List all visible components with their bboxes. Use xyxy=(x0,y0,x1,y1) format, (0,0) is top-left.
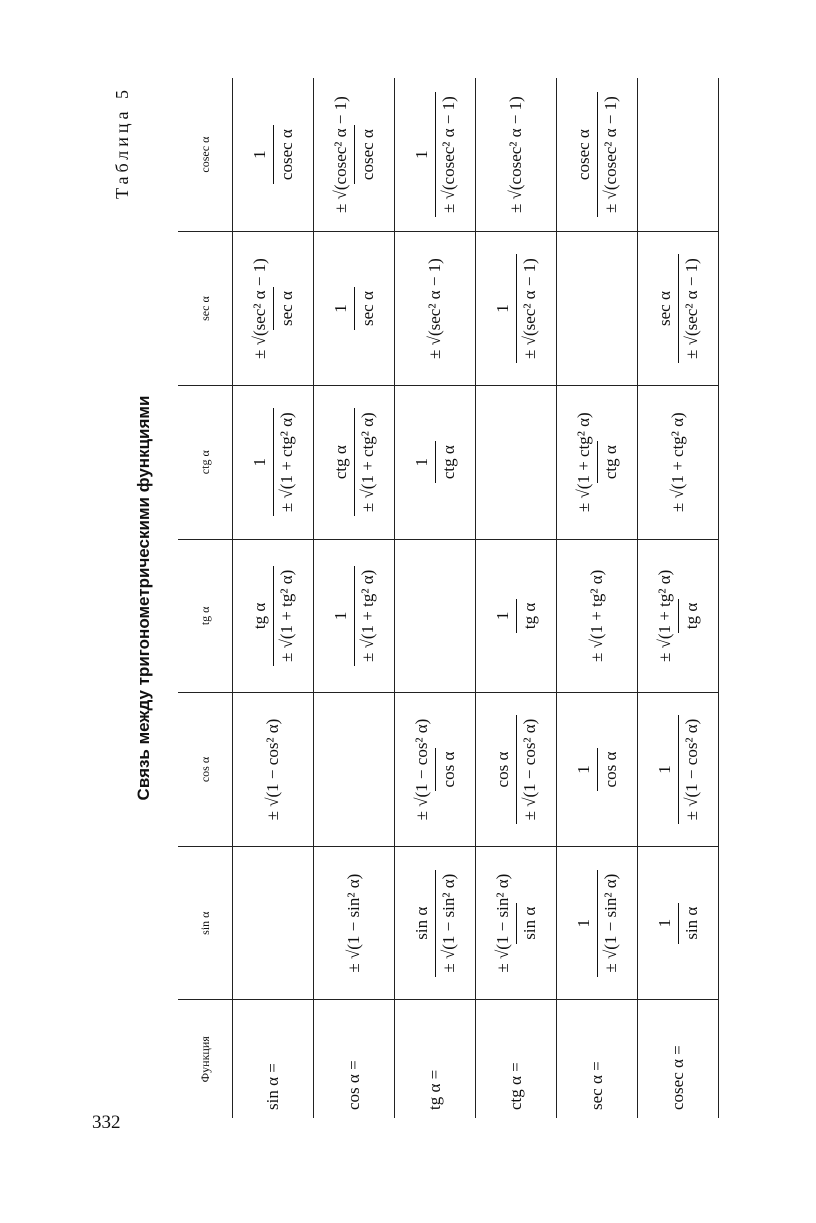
row-label: cosec α = xyxy=(638,1000,719,1118)
formula-cell xyxy=(314,693,395,847)
denominator: ctg α xyxy=(435,441,459,483)
denominator: ctg α xyxy=(597,441,621,483)
formula-cell xyxy=(557,846,638,1000)
table-caption: Таблица 5 xyxy=(112,86,132,199)
formula-cell xyxy=(476,232,557,386)
formula-cell xyxy=(638,232,719,386)
formula-cell xyxy=(395,539,476,693)
formula-cell xyxy=(233,846,314,1000)
denominator: ± √(sec² α − 1) xyxy=(678,254,702,363)
numerator: sin α xyxy=(411,906,431,940)
column-header: ctg α xyxy=(178,385,233,539)
column-header: sin α xyxy=(178,846,233,1000)
row-label: ctg α = xyxy=(476,1000,557,1118)
page-number: 332 xyxy=(92,1112,121,1133)
numerator: tg α xyxy=(249,602,269,630)
expression: ± √(1 − sin² α) xyxy=(344,873,363,973)
formula-cell xyxy=(314,78,395,232)
numerator: 1 xyxy=(330,304,350,313)
trig-relations-table xyxy=(178,78,719,1118)
fraction xyxy=(250,408,297,516)
denominator: sin α xyxy=(516,903,540,944)
fraction xyxy=(655,254,702,363)
numerator: ± √(1 + ctg² α) xyxy=(573,412,593,513)
table-row xyxy=(233,78,314,1118)
denominator: cos α xyxy=(597,748,621,792)
formula-cell xyxy=(557,232,638,386)
rotated-table-block xyxy=(112,78,716,1118)
formula-cell xyxy=(395,693,476,847)
fraction xyxy=(655,566,702,666)
denominator: tg α xyxy=(516,599,540,633)
fraction xyxy=(412,92,459,217)
column-header: Функция xyxy=(197,1036,212,1083)
formula-cell xyxy=(233,232,314,386)
fraction xyxy=(331,287,378,330)
numerator: ± √(1 − sin² α) xyxy=(492,873,512,973)
fraction xyxy=(412,715,459,825)
numerator: ± √(1 − cos² α) xyxy=(411,718,431,821)
formula-cell xyxy=(638,693,719,847)
fraction xyxy=(655,903,702,944)
table-row xyxy=(476,78,557,1118)
expression: ± √(sec² α − 1) xyxy=(425,258,444,359)
formula-cell xyxy=(557,693,638,847)
column-header: sec α xyxy=(178,232,233,386)
column-header: cosec α xyxy=(178,78,233,232)
numerator: 1 xyxy=(573,918,593,928)
formula-cell xyxy=(314,232,395,386)
row-label: cos α = xyxy=(314,1000,395,1118)
numerator: cos α xyxy=(492,751,512,788)
formula-cell xyxy=(233,385,314,539)
denominator: sin α xyxy=(678,903,702,944)
row-label: tg α = xyxy=(395,1000,476,1118)
numerator: ctg α xyxy=(330,445,350,480)
numerator: 1 xyxy=(411,150,431,159)
numerator: cosec α xyxy=(573,129,593,181)
formula-cell xyxy=(314,846,395,1000)
row-label: sin α = xyxy=(233,1000,314,1118)
numerator: ± √(cosec² α − 1) xyxy=(330,96,350,214)
fraction xyxy=(412,870,459,977)
denominator: ± √(sec² α − 1) xyxy=(516,254,540,363)
expression: ± √(cosec² α − 1) xyxy=(506,96,525,214)
expression: ± √(1 + tg² α) xyxy=(587,569,606,663)
formula-cell xyxy=(314,539,395,693)
numerator: 1 xyxy=(249,150,269,159)
header-row xyxy=(178,78,233,1118)
numerator: 1 xyxy=(654,765,674,774)
expression: ± √(1 + ctg² α) xyxy=(668,412,687,513)
denominator: ± √(1 − cos² α) xyxy=(516,715,540,825)
fraction xyxy=(655,715,702,825)
formula-cell xyxy=(314,385,395,539)
numerator: ± √(1 + tg² α) xyxy=(654,569,674,663)
formula-cell xyxy=(476,693,557,847)
column-header: cos α xyxy=(178,693,233,847)
fraction xyxy=(412,441,459,483)
fraction xyxy=(250,566,297,666)
formula-cell xyxy=(476,539,557,693)
fraction xyxy=(493,715,540,825)
fraction xyxy=(574,92,621,217)
numerator: 1 xyxy=(330,611,350,621)
fraction xyxy=(574,748,621,792)
formula-cell xyxy=(233,78,314,232)
denominator: ± √(1 + tg² α) xyxy=(273,566,297,666)
fraction xyxy=(331,92,378,217)
table-row xyxy=(395,78,476,1118)
numerator: 1 xyxy=(411,457,431,467)
fraction xyxy=(250,254,297,363)
denominator: sec α xyxy=(354,287,378,330)
expression: ± √(1 − cos² α) xyxy=(263,718,282,821)
denominator: ± √(cosec² α − 1) xyxy=(435,92,459,217)
denominator: ± √(cosec² α − 1) xyxy=(597,92,621,217)
formula-cell xyxy=(557,385,638,539)
formula-cell xyxy=(395,78,476,232)
table-row xyxy=(314,78,395,1118)
denominator: ± √(1 − cos² α) xyxy=(678,715,702,825)
table-row xyxy=(638,78,719,1118)
denominator: cosec α xyxy=(273,125,297,184)
formula-cell xyxy=(638,539,719,693)
numerator: 1 xyxy=(573,765,593,774)
formula-cell xyxy=(638,385,719,539)
formula-cell xyxy=(476,78,557,232)
fraction xyxy=(250,125,297,184)
fraction xyxy=(331,408,378,516)
numerator: 1 xyxy=(249,457,269,467)
fraction xyxy=(331,566,378,666)
fraction xyxy=(493,254,540,363)
formula-cell xyxy=(233,693,314,847)
denominator: ± √(1 − sin² α) xyxy=(597,870,621,977)
column-header: tg α xyxy=(178,539,233,693)
fraction xyxy=(574,870,621,977)
denominator: ± √(1 + ctg² α) xyxy=(273,408,297,516)
formula-cell xyxy=(395,385,476,539)
fraction xyxy=(493,599,540,633)
denominator: cosec α xyxy=(354,125,378,184)
formula-cell xyxy=(638,846,719,1000)
numerator: sec α xyxy=(654,291,674,326)
denominator: ± √(1 + ctg² α) xyxy=(354,408,378,516)
numerator: 1 xyxy=(492,611,512,621)
numerator: 1 xyxy=(492,304,512,313)
numerator: 1 xyxy=(654,918,674,928)
denominator: ± √(1 − sin² α) xyxy=(435,870,459,977)
denominator: ± √(1 + tg² α) xyxy=(354,566,378,666)
formula-cell xyxy=(395,232,476,386)
table-title: Связь между тригонометрическими функциями xyxy=(134,395,153,801)
formula-cell xyxy=(233,539,314,693)
fraction xyxy=(574,408,621,516)
table-row xyxy=(557,78,638,1118)
formula-cell xyxy=(476,846,557,1000)
fraction xyxy=(493,870,540,977)
denominator: tg α xyxy=(678,599,702,633)
row-label: sec α = xyxy=(557,1000,638,1118)
formula-cell xyxy=(476,385,557,539)
formula-cell xyxy=(395,846,476,1000)
denominator: sec α xyxy=(273,287,297,330)
denominator: cos α xyxy=(435,748,459,792)
numerator: ± √(sec² α − 1) xyxy=(249,258,269,359)
formula-cell xyxy=(557,78,638,232)
formula-cell xyxy=(638,78,719,232)
formula-cell xyxy=(557,539,638,693)
